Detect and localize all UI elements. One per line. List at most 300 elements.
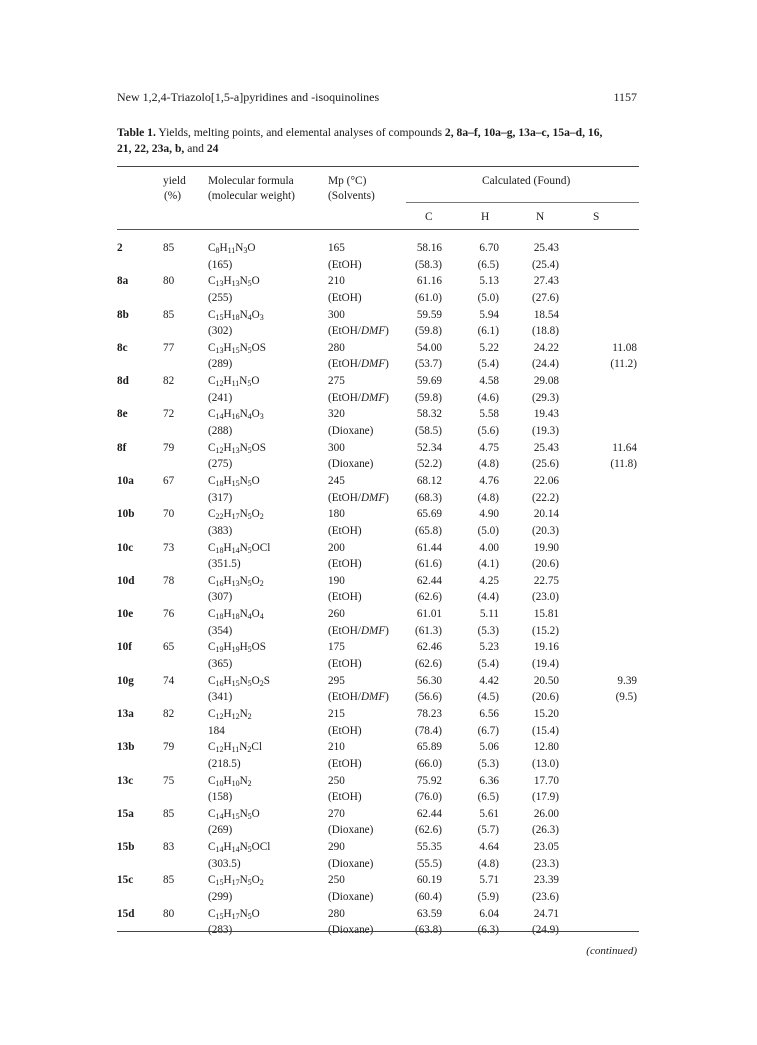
carbon-cell: (61.3) <box>414 624 442 637</box>
mp-cell: 210 <box>328 741 345 754</box>
formula-cell: $C_{22}H_{17}N_5O_2$ <box>208 508 264 522</box>
hydrogen-cell: (4.4) <box>477 591 499 604</box>
yield-cell: 85 <box>163 874 175 887</box>
carbon-cell: (78.4) <box>414 724 442 737</box>
carbon-cell: 62.44 <box>416 807 442 820</box>
carbon-cell: 62.46 <box>416 641 442 654</box>
sulfur-cell: (11.2) <box>610 358 637 371</box>
formula-cell: (158) <box>208 791 233 804</box>
mp-cell: 245 <box>328 474 345 487</box>
table-row <box>0 424 757 441</box>
formula-cell: $C_{12}H_{13}N_5OS$ <box>208 441 266 455</box>
carbon-cell: 78.23 <box>416 707 442 720</box>
formula-cell: (302) <box>208 325 233 338</box>
nitrogen-cell: (18.8) <box>531 325 559 338</box>
carbon-cell: 59.59 <box>416 308 442 321</box>
compound-id: 15c <box>117 874 134 887</box>
carbon-cell: (52.2) <box>414 458 442 471</box>
compound-id: 10a <box>117 474 134 487</box>
compound-id: 8d <box>117 375 129 388</box>
nitrogen-cell: 15.81 <box>533 608 559 621</box>
mp-cell: (EtOH) <box>328 658 362 671</box>
yield-cell: 72 <box>163 408 175 421</box>
table-row <box>0 541 757 558</box>
formula-cell: (341) <box>208 691 233 704</box>
mp-cell: (Dioxane) <box>328 458 374 471</box>
mp-cell: 175 <box>328 641 345 654</box>
nitrogen-cell: 22.06 <box>533 474 559 487</box>
mp-cell: (Dioxane) <box>328 857 374 870</box>
carbon-cell: 54.00 <box>416 341 442 354</box>
carbon-cell: 63.59 <box>416 907 442 920</box>
formula-cell: (269) <box>208 824 233 837</box>
yield-cell: 79 <box>163 441 175 454</box>
nitrogen-cell: (15.2) <box>531 624 559 637</box>
hydrogen-cell: 5.94 <box>479 308 499 321</box>
mp-cell: 300 <box>328 308 345 321</box>
mp-cell: (EtOH/DMF) <box>328 491 389 504</box>
hydrogen-cell: (6.3) <box>477 924 499 937</box>
mp-cell: 290 <box>328 841 345 854</box>
formula-cell: $C_{13}H_{15}N_5OS$ <box>208 341 266 355</box>
mp-cell: 260 <box>328 608 345 621</box>
yield-cell: 85 <box>163 242 175 254</box>
hydrogen-cell: 6.04 <box>479 907 499 920</box>
formula-cell: (303.5) <box>208 857 241 870</box>
carbon-cell: 65.89 <box>416 741 442 754</box>
nitrogen-cell: 25.43 <box>533 441 559 454</box>
header-yield-label: yield <box>163 175 186 187</box>
carbon-cell: (68.3) <box>414 491 442 504</box>
mp-cell: 300 <box>328 441 345 454</box>
mp-cell: (EtOH) <box>328 591 362 604</box>
compound-id: 8c <box>117 341 128 354</box>
compound-id: 2 <box>117 242 123 254</box>
hydrogen-cell: 4.75 <box>479 441 499 454</box>
hydrogen-cell: (5.9) <box>477 890 499 903</box>
sulfur-cell: (11.8) <box>610 458 637 471</box>
formula-cell: (351.5) <box>208 558 241 571</box>
header-mp-label: Mp (°C) <box>328 175 367 187</box>
formula-cell: $C_{19}H_{19}H_5OS$ <box>208 641 266 655</box>
nitrogen-cell: (29.3) <box>531 391 559 404</box>
carbon-cell: (56.6) <box>414 691 442 704</box>
sulfur-cell: 11.64 <box>612 441 637 454</box>
caption-text-2: and <box>184 142 207 155</box>
hydrogen-cell: (5.0) <box>477 291 499 304</box>
mp-cell: 320 <box>328 408 345 421</box>
carbon-cell: 61.44 <box>416 541 442 554</box>
hydrogen-cell: (4.1) <box>477 558 499 571</box>
nitrogen-cell: (23.0) <box>531 591 559 604</box>
table-row <box>0 823 757 840</box>
mp-cell: 280 <box>328 907 345 920</box>
yield-cell: 77 <box>163 341 175 354</box>
yield-cell: 80 <box>163 275 175 288</box>
nitrogen-cell: (25.4) <box>531 258 559 271</box>
carbon-cell: 68.12 <box>416 474 442 487</box>
carbon-cell: (62.6) <box>414 658 442 671</box>
mp-cell: (EtOH) <box>328 291 362 304</box>
carbon-cell: 55.35 <box>416 841 442 854</box>
nitrogen-cell: (17.9) <box>531 791 559 804</box>
formula-cell: (299) <box>208 890 233 903</box>
hydrogen-cell: 5.23 <box>479 641 499 654</box>
table-row <box>0 441 757 458</box>
table-row <box>0 357 757 374</box>
yield-cell: 82 <box>163 375 175 388</box>
compound-id: 10d <box>117 574 135 587</box>
compound-id: 13b <box>117 741 135 754</box>
table-bottom-rule <box>117 931 639 932</box>
mp-cell: (Dioxane) <box>328 924 374 937</box>
carbon-cell: (76.0) <box>414 791 442 804</box>
carbon-cell: (53.7) <box>414 358 442 371</box>
carbon-cell: (63.8) <box>414 924 442 937</box>
mp-cell: (EtOH/DMF) <box>328 325 389 338</box>
nitrogen-cell: 23.39 <box>533 874 559 887</box>
hydrogen-cell: (6.7) <box>477 724 499 737</box>
mp-cell: 180 <box>328 508 345 521</box>
table-row <box>0 873 757 890</box>
nitrogen-cell: 15.20 <box>533 707 559 720</box>
hydrogen-cell: (5.3) <box>477 624 499 637</box>
sulfur-cell: 11.08 <box>612 341 637 354</box>
formula-cell: $C_8H_{11}N_3O$ <box>208 242 256 255</box>
table-row <box>0 524 757 541</box>
carbon-cell: 75.92 <box>416 774 442 787</box>
mp-cell: 280 <box>328 341 345 354</box>
mp-cell: (Dioxane) <box>328 824 374 837</box>
table-row <box>0 491 757 508</box>
page-header <box>117 90 637 106</box>
table-row <box>0 308 757 325</box>
formula-cell: $C_{14}H_{14}N_5OCl$ <box>208 841 271 855</box>
table-row <box>0 840 757 857</box>
nitrogen-cell: 17.70 <box>533 774 559 787</box>
nitrogen-cell: 24.22 <box>533 341 559 354</box>
caption-text-1: Yields, melting points, and elemental analyses of compounds <box>155 126 445 139</box>
formula-cell: $C_{12}H_{12}N_2$ <box>208 707 252 721</box>
header-h: H <box>481 211 490 223</box>
mp-cell: (EtOH/DMF) <box>328 624 389 637</box>
carbon-cell: (66.0) <box>414 757 442 770</box>
compound-id: 8f <box>117 441 127 454</box>
page-number: 1157 <box>613 90 637 104</box>
mp-cell: (Dioxane) <box>328 890 374 903</box>
mp-cell: 295 <box>328 674 345 687</box>
carbon-cell: 52.34 <box>416 441 442 454</box>
formula-cell: (218.5) <box>208 757 241 770</box>
table-row <box>0 790 757 807</box>
table-row <box>0 890 757 907</box>
header-n: N <box>536 211 545 223</box>
header-c: C <box>425 211 433 223</box>
table-row <box>0 640 757 657</box>
hydrogen-cell: 4.00 <box>479 541 499 554</box>
table-row <box>0 740 757 757</box>
hydrogen-cell: (5.4) <box>477 658 499 671</box>
carbon-cell: 61.16 <box>416 275 442 288</box>
nitrogen-cell: (23.6) <box>531 890 559 903</box>
yield-cell: 80 <box>163 907 175 920</box>
nitrogen-cell: (20.3) <box>531 524 559 537</box>
nitrogen-cell: 20.50 <box>533 674 559 687</box>
carbon-cell: (62.6) <box>414 591 442 604</box>
caption-compounds-2: 21, 22, 23a, b, <box>117 142 185 155</box>
yield-cell: 65 <box>163 641 175 654</box>
nitrogen-cell: 20.14 <box>533 508 559 521</box>
formula-cell: $C_{18}H_{18}N_4O_4$ <box>208 608 264 622</box>
hydrogen-cell: 5.61 <box>479 807 499 820</box>
table-row <box>0 274 757 291</box>
mp-cell: (EtOH) <box>328 791 362 804</box>
table-row <box>0 324 757 341</box>
formula-cell: $C_{15}H_{18}N_4O_3$ <box>208 308 264 322</box>
formula-cell: (365) <box>208 658 233 671</box>
carbon-cell: 61.01 <box>416 608 442 621</box>
formula-cell: (241) <box>208 391 233 404</box>
hydrogen-cell: 5.22 <box>479 341 499 354</box>
sulfur-cell: (9.5) <box>615 691 637 704</box>
hydrogen-cell: (4.8) <box>477 458 499 471</box>
formula-cell: $C_{10}H_{10}N_2$ <box>208 774 252 788</box>
formula-cell: $C_{12}H_{11}N_5O$ <box>208 375 260 389</box>
nitrogen-cell: (24.4) <box>531 358 559 371</box>
header-s: S <box>593 211 600 223</box>
hydrogen-cell: 4.25 <box>479 574 499 587</box>
sulfur-cell: 9.39 <box>617 674 637 687</box>
hydrogen-cell: (4.5) <box>477 691 499 704</box>
mp-cell: (EtOH) <box>328 558 362 571</box>
hydrogen-cell: 6.56 <box>479 707 499 720</box>
table-row <box>0 907 757 924</box>
table-row <box>0 291 757 308</box>
table-row <box>0 707 757 724</box>
carbon-cell: (61.0) <box>414 291 442 304</box>
table-row <box>0 557 757 574</box>
carbon-cell: (55.5) <box>414 857 442 870</box>
formula-cell: (383) <box>208 524 233 537</box>
hydrogen-cell: (6.1) <box>477 325 499 338</box>
nitrogen-cell: 22.75 <box>533 574 559 587</box>
hydrogen-cell: 4.58 <box>479 375 499 388</box>
nitrogen-cell: (24.9) <box>531 924 559 937</box>
carbon-cell: (62.6) <box>414 824 442 837</box>
table-row <box>0 474 757 491</box>
compound-id: 13a <box>117 707 134 720</box>
mp-cell: (EtOH/DMF) <box>328 391 389 404</box>
yield-cell: 78 <box>163 574 175 587</box>
formula-cell: (165) <box>208 258 233 271</box>
formula-cell: $C_{13}H_{13}N_5O$ <box>208 275 260 289</box>
caption-compounds-3: 24 <box>206 142 219 155</box>
mp-cell: (EtOH/DMF) <box>328 358 389 371</box>
table-row <box>0 724 757 741</box>
formula-cell: 184 <box>208 724 225 737</box>
carbon-cell: (59.8) <box>414 325 442 338</box>
hydrogen-cell: 5.11 <box>479 608 499 621</box>
caption-compounds-1: 2, 8a–f, 10a–g, 13a–c, 15a–d, 16, <box>444 126 603 139</box>
mp-cell: (EtOH) <box>328 757 362 770</box>
compound-id: 15b <box>117 841 135 854</box>
table-body <box>0 241 757 940</box>
hydrogen-cell: 5.71 <box>479 874 499 887</box>
carbon-cell: (60.4) <box>414 890 442 903</box>
nitrogen-cell: (27.6) <box>531 291 559 304</box>
hydrogen-cell: (4.8) <box>477 857 499 870</box>
carbon-cell: 60.19 <box>416 874 442 887</box>
compound-id: 8b <box>117 308 129 321</box>
carbon-cell: (58.5) <box>414 425 442 438</box>
header-mp-sub: (Solvents) <box>328 190 375 202</box>
nitrogen-cell: (13.0) <box>531 757 559 770</box>
nitrogen-cell: 25.43 <box>533 242 559 254</box>
mp-cell: (EtOH) <box>328 524 362 537</box>
hydrogen-cell: 6.70 <box>479 242 499 254</box>
carbon-cell: (58.3) <box>414 258 442 271</box>
formula-cell: $C_{16}H_{15}N_5O_2S$ <box>208 674 270 688</box>
table-row <box>0 258 757 275</box>
table-row <box>0 574 757 591</box>
hydrogen-cell: (4.6) <box>477 391 499 404</box>
table-row <box>0 690 757 707</box>
table-row <box>0 607 757 624</box>
mp-cell: 250 <box>328 774 345 787</box>
table-row <box>0 657 757 674</box>
hydrogen-cell: 6.36 <box>479 774 499 787</box>
yield-cell: 75 <box>163 774 175 787</box>
table-caption <box>117 125 647 157</box>
header-formula <box>208 174 295 204</box>
table-row <box>0 857 757 874</box>
mp-cell: 275 <box>328 375 345 388</box>
compound-id: 13c <box>117 774 134 787</box>
compound-id: 10b <box>117 508 135 521</box>
compound-id: 15a <box>117 807 134 820</box>
hydrogen-cell: (5.3) <box>477 757 499 770</box>
header-mp <box>328 174 375 204</box>
carbon-cell: 58.32 <box>416 408 442 421</box>
hydrogen-cell: 5.13 <box>479 275 499 288</box>
hydrogen-cell: 4.64 <box>479 841 499 854</box>
table-row <box>0 507 757 524</box>
nitrogen-cell: (25.6) <box>531 458 559 471</box>
nitrogen-cell: 19.16 <box>533 641 559 654</box>
caption-label: Table 1. <box>117 126 156 139</box>
hydrogen-cell: (6.5) <box>477 258 499 271</box>
table-row <box>0 674 757 691</box>
hydrogen-cell: 5.58 <box>479 408 499 421</box>
yield-cell: 70 <box>163 508 175 521</box>
carbon-cell: 65.69 <box>416 508 442 521</box>
compound-id: 15d <box>117 907 135 920</box>
yield-cell: 85 <box>163 308 175 321</box>
compound-id: 10g <box>117 674 134 687</box>
table-row <box>0 241 757 258</box>
nitrogen-cell: (23.3) <box>531 857 559 870</box>
yield-cell: 85 <box>163 807 175 820</box>
nitrogen-cell: 27.43 <box>533 275 559 288</box>
yield-cell: 76 <box>163 608 175 621</box>
formula-cell: $C_{12}H_{11}N_2Cl$ <box>208 741 262 755</box>
mp-cell: (Dioxane) <box>328 425 374 438</box>
formula-cell: $C_{15}H_{17}N_5O_2$ <box>208 874 264 888</box>
table-row <box>0 407 757 424</box>
continued-note: (continued) <box>586 945 637 957</box>
carbon-cell: 58.16 <box>416 242 442 254</box>
hydrogen-cell: 5.06 <box>479 741 499 754</box>
nitrogen-cell: (22.2) <box>531 491 559 504</box>
nitrogen-cell: (15.4) <box>531 724 559 737</box>
table-header-rule <box>117 229 639 230</box>
formula-cell: $C_{18}H_{15}N_5O$ <box>208 474 260 488</box>
mp-cell: 165 <box>328 242 345 254</box>
mp-cell: 250 <box>328 874 345 887</box>
carbon-cell: (65.8) <box>414 524 442 537</box>
yield-cell: 73 <box>163 541 175 554</box>
formula-cell: (288) <box>208 425 233 438</box>
calc-subheader-rule <box>406 202 639 203</box>
hydrogen-cell: 4.90 <box>479 508 499 521</box>
header-yield <box>163 174 186 204</box>
carbon-cell: (59.8) <box>414 391 442 404</box>
header-calculated-found: Calculated (Found) <box>482 175 571 187</box>
nitrogen-cell: 19.43 <box>533 408 559 421</box>
yield-cell: 83 <box>163 841 175 854</box>
compound-id: 10f <box>117 641 132 654</box>
nitrogen-cell: (26.3) <box>531 824 559 837</box>
mp-cell: (EtOH/DMF) <box>328 691 389 704</box>
table-top-rule <box>117 166 639 167</box>
table-row <box>0 457 757 474</box>
hydrogen-cell: (5.4) <box>477 358 499 371</box>
yield-cell: 74 <box>163 674 175 687</box>
header-formula-label: Molecular formula <box>208 175 294 187</box>
table-row <box>0 624 757 641</box>
mp-cell: (EtOH) <box>328 258 362 271</box>
yield-cell: 82 <box>163 707 175 720</box>
formula-cell: $C_{16}H_{13}N_5O_2$ <box>208 574 264 588</box>
yield-cell: 79 <box>163 741 175 754</box>
hydrogen-cell: (4.8) <box>477 491 499 504</box>
carbon-cell: (61.6) <box>414 558 442 571</box>
header-yield-unit: (%) <box>164 190 182 202</box>
nitrogen-cell: 24.71 <box>533 907 559 920</box>
hydrogen-cell: (6.5) <box>477 791 499 804</box>
hydrogen-cell: (5.6) <box>477 425 499 438</box>
hydrogen-cell: 4.42 <box>479 674 499 687</box>
formula-cell: $C_{14}H_{15}N_5O$ <box>208 807 260 821</box>
nitrogen-cell: (19.3) <box>531 425 559 438</box>
mp-cell: 270 <box>328 807 345 820</box>
mp-cell: 190 <box>328 574 345 587</box>
formula-cell: (275) <box>208 458 233 471</box>
mp-cell: 200 <box>328 541 345 554</box>
compound-id: 8a <box>117 275 129 288</box>
carbon-cell: 59.69 <box>416 375 442 388</box>
nitrogen-cell: (20.6) <box>531 691 559 704</box>
nitrogen-cell: (20.6) <box>531 558 559 571</box>
formula-cell: $C_{14}H_{16}N_4O_3$ <box>208 408 264 422</box>
nitrogen-cell: (19.4) <box>531 658 559 671</box>
table-row <box>0 590 757 607</box>
carbon-cell: 56.30 <box>416 674 442 687</box>
running-title: New 1,2,4-Triazolo[1,5-a]pyridines and -isoquinolines <box>117 90 380 104</box>
nitrogen-cell: 19.90 <box>533 541 559 554</box>
compound-id: 10e <box>117 608 134 621</box>
hydrogen-cell: (5.0) <box>477 524 499 537</box>
